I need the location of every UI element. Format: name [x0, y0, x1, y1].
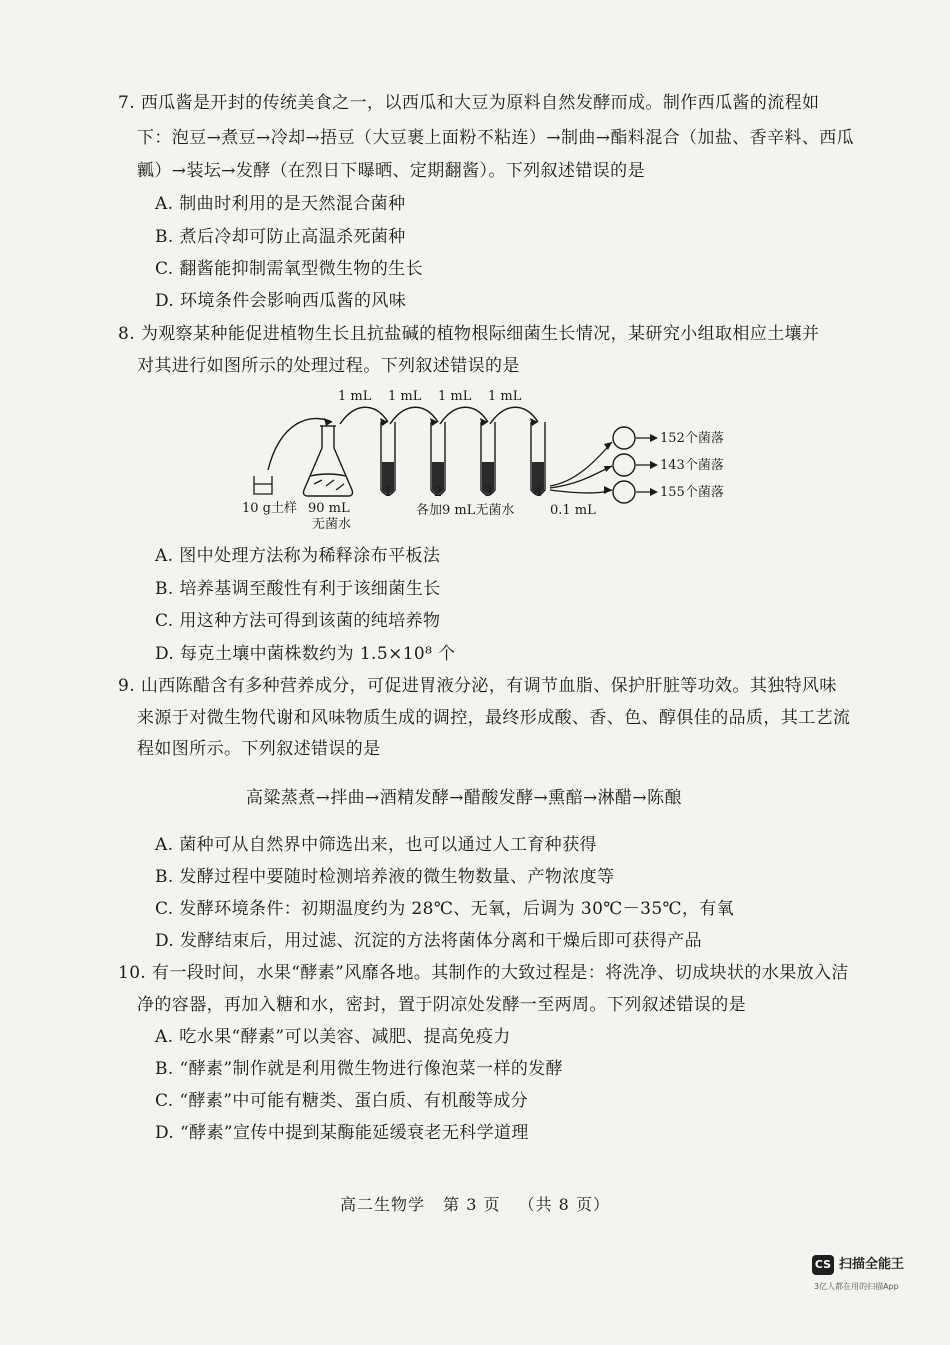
q7-stem-line1: 7. 西瓜酱是开封的传统美食之一，以西瓜和大豆为原料自然发酵而成。制作西瓜酱的流程如	[118, 93, 820, 113]
scanner-app-name: 扫描全能王	[839, 1257, 905, 1272]
soil-beaker	[254, 476, 272, 494]
q9-option-c: C. 发酵环境条件：初期温度约为 28℃、无氧，后调为 30℃－35℃，有氧	[155, 899, 735, 919]
q9-option-a: A. 菌种可从自然界中筛选出来，也可以通过人工育种获得	[155, 835, 597, 855]
q7-option-d: D. 环境条件会影响西瓜酱的风味	[155, 291, 407, 311]
transfer-label-4: 1 mL	[488, 389, 522, 404]
q9-stem-line2: 来源于对微生物代谢和风味物质生成的调控，最终形成酸、香、色、醇俱佳的品质，其工艺流	[137, 708, 851, 728]
q10-option-c: C. “酵素”中可能有糖类、蛋白质、有机酸等成分	[155, 1091, 529, 1111]
spread-arrows	[550, 442, 612, 493]
tubes-water-label: 各加9 mL无菌水	[416, 503, 515, 518]
q8-option-c: C. 用这种方法可得到该菌的纯培养物	[155, 611, 441, 631]
scanner-watermark	[812, 1255, 932, 1295]
q8-option-d: D. 每克土壤中菌株数约为 1.5×10⁸ 个	[155, 644, 456, 664]
q8-option-b: B. 培养基调至酸性有利于该细菌生长	[155, 579, 441, 599]
q9-option-d: D. 发酵结束后，用过滤、沉淀的方法将菌体分离和干燥后即可获得产品	[155, 931, 703, 951]
dilution-diagram	[240, 382, 760, 532]
transfer-label-2: 1 mL	[388, 389, 422, 404]
q8-stem-line2: 对其进行如图所示的处理过程。下列叙述错误的是	[137, 356, 520, 376]
q8-stem-line1: 8. 为观察某种能促进植物生长且抗盐碱的植物根际细菌生长情况，某研究小组取相应土壤并	[118, 324, 820, 344]
conical-flask	[304, 426, 353, 496]
colony-count-2: 143个菌落	[660, 458, 724, 473]
q7-option-b: B. 煮后冷却可防止高温杀死菌种	[155, 227, 406, 247]
scanner-logo-icon: CS	[812, 1255, 834, 1275]
q10-stem-line1: 10. 有一段时间，水果“酵素”风靡各地。其制作的大致过程是：将洗净、切成块状的水果放入洁	[118, 963, 849, 983]
spread-volume-label: 0.1 mL	[550, 503, 596, 518]
footer-page-number: 第 3 页	[443, 1195, 501, 1214]
tube-number-3: 3	[484, 485, 493, 500]
flask-volume-label: 90 mL	[308, 501, 350, 516]
colony-count-3: 155个菌落	[660, 485, 724, 500]
scanner-tagline: 3亿人都在用的扫描App	[814, 1282, 899, 1291]
q8-option-a: A. 图中处理方法称为稀释涂布平板法	[155, 546, 441, 566]
q7-option-a: A. 制曲时利用的是天然混合菌种	[155, 194, 406, 214]
q10-option-a: A. 吃水果“酵素”可以美容、减肥、提高免疫力	[155, 1027, 511, 1047]
q9-process-flow: 高粱蒸煮→拌曲→酒精发酵→醋酸发酵→熏醅→淋醋→陈酿	[246, 788, 682, 808]
transfer-label-3: 1 mL	[438, 389, 472, 404]
test-tubes	[381, 422, 545, 495]
footer-total-pages: （共 8 页）	[518, 1195, 610, 1214]
q9-stem-line3: 程如图所示。下列叙述错误的是	[137, 739, 381, 759]
transfer-arrows	[268, 407, 538, 470]
tube-number-4: 4	[534, 485, 543, 500]
flask-water-label: 无菌水	[312, 517, 352, 532]
petri-plates	[613, 427, 635, 503]
soil-sample-label: 10 g土样	[242, 501, 297, 516]
footer-subject: 高二生物学	[340, 1195, 426, 1214]
q9-stem-line1: 9. 山西陈醋含有多种营养成分，可促进胃液分泌，有调节血脂、保护肝脏等功效。其独特风味	[118, 676, 837, 696]
q7-stem-line3: 瓤）→装坛→发酵（在烈日下曝晒、定期翻酱）。下列叙述错误的是	[137, 161, 645, 181]
q7-option-c: C. 翻酱能抑制需氧型微生物的生长	[155, 259, 424, 279]
tube-number-2: 2	[434, 485, 443, 500]
colony-count-1: 152个菌落	[660, 431, 724, 446]
tube-number-1: 1	[384, 485, 393, 500]
page-footer	[0, 1192, 950, 1215]
transfer-label-1: 1 mL	[338, 389, 372, 404]
q7-stem-line2: 下：泡豆→煮豆→冷却→捂豆（大豆裹上面粉不粘连）→制曲→酯料混合（加盐、香辛料、西瓜	[137, 128, 855, 148]
q10-option-d: D. “酵素”宣传中提到某酶能延缓衰老无科学道理	[155, 1123, 529, 1143]
q10-stem-line2: 净的容器，再加入糖和水，密封，置于阴凉处发酵一至两周。下列叙述错误的是	[137, 995, 746, 1015]
q10-option-b: B. “酵素”制作就是利用微生物进行像泡菜一样的发酵	[155, 1059, 564, 1079]
q9-option-b: B. 发酵过程中要随时检测培养液的微生物数量、产物浓度等	[155, 867, 615, 887]
